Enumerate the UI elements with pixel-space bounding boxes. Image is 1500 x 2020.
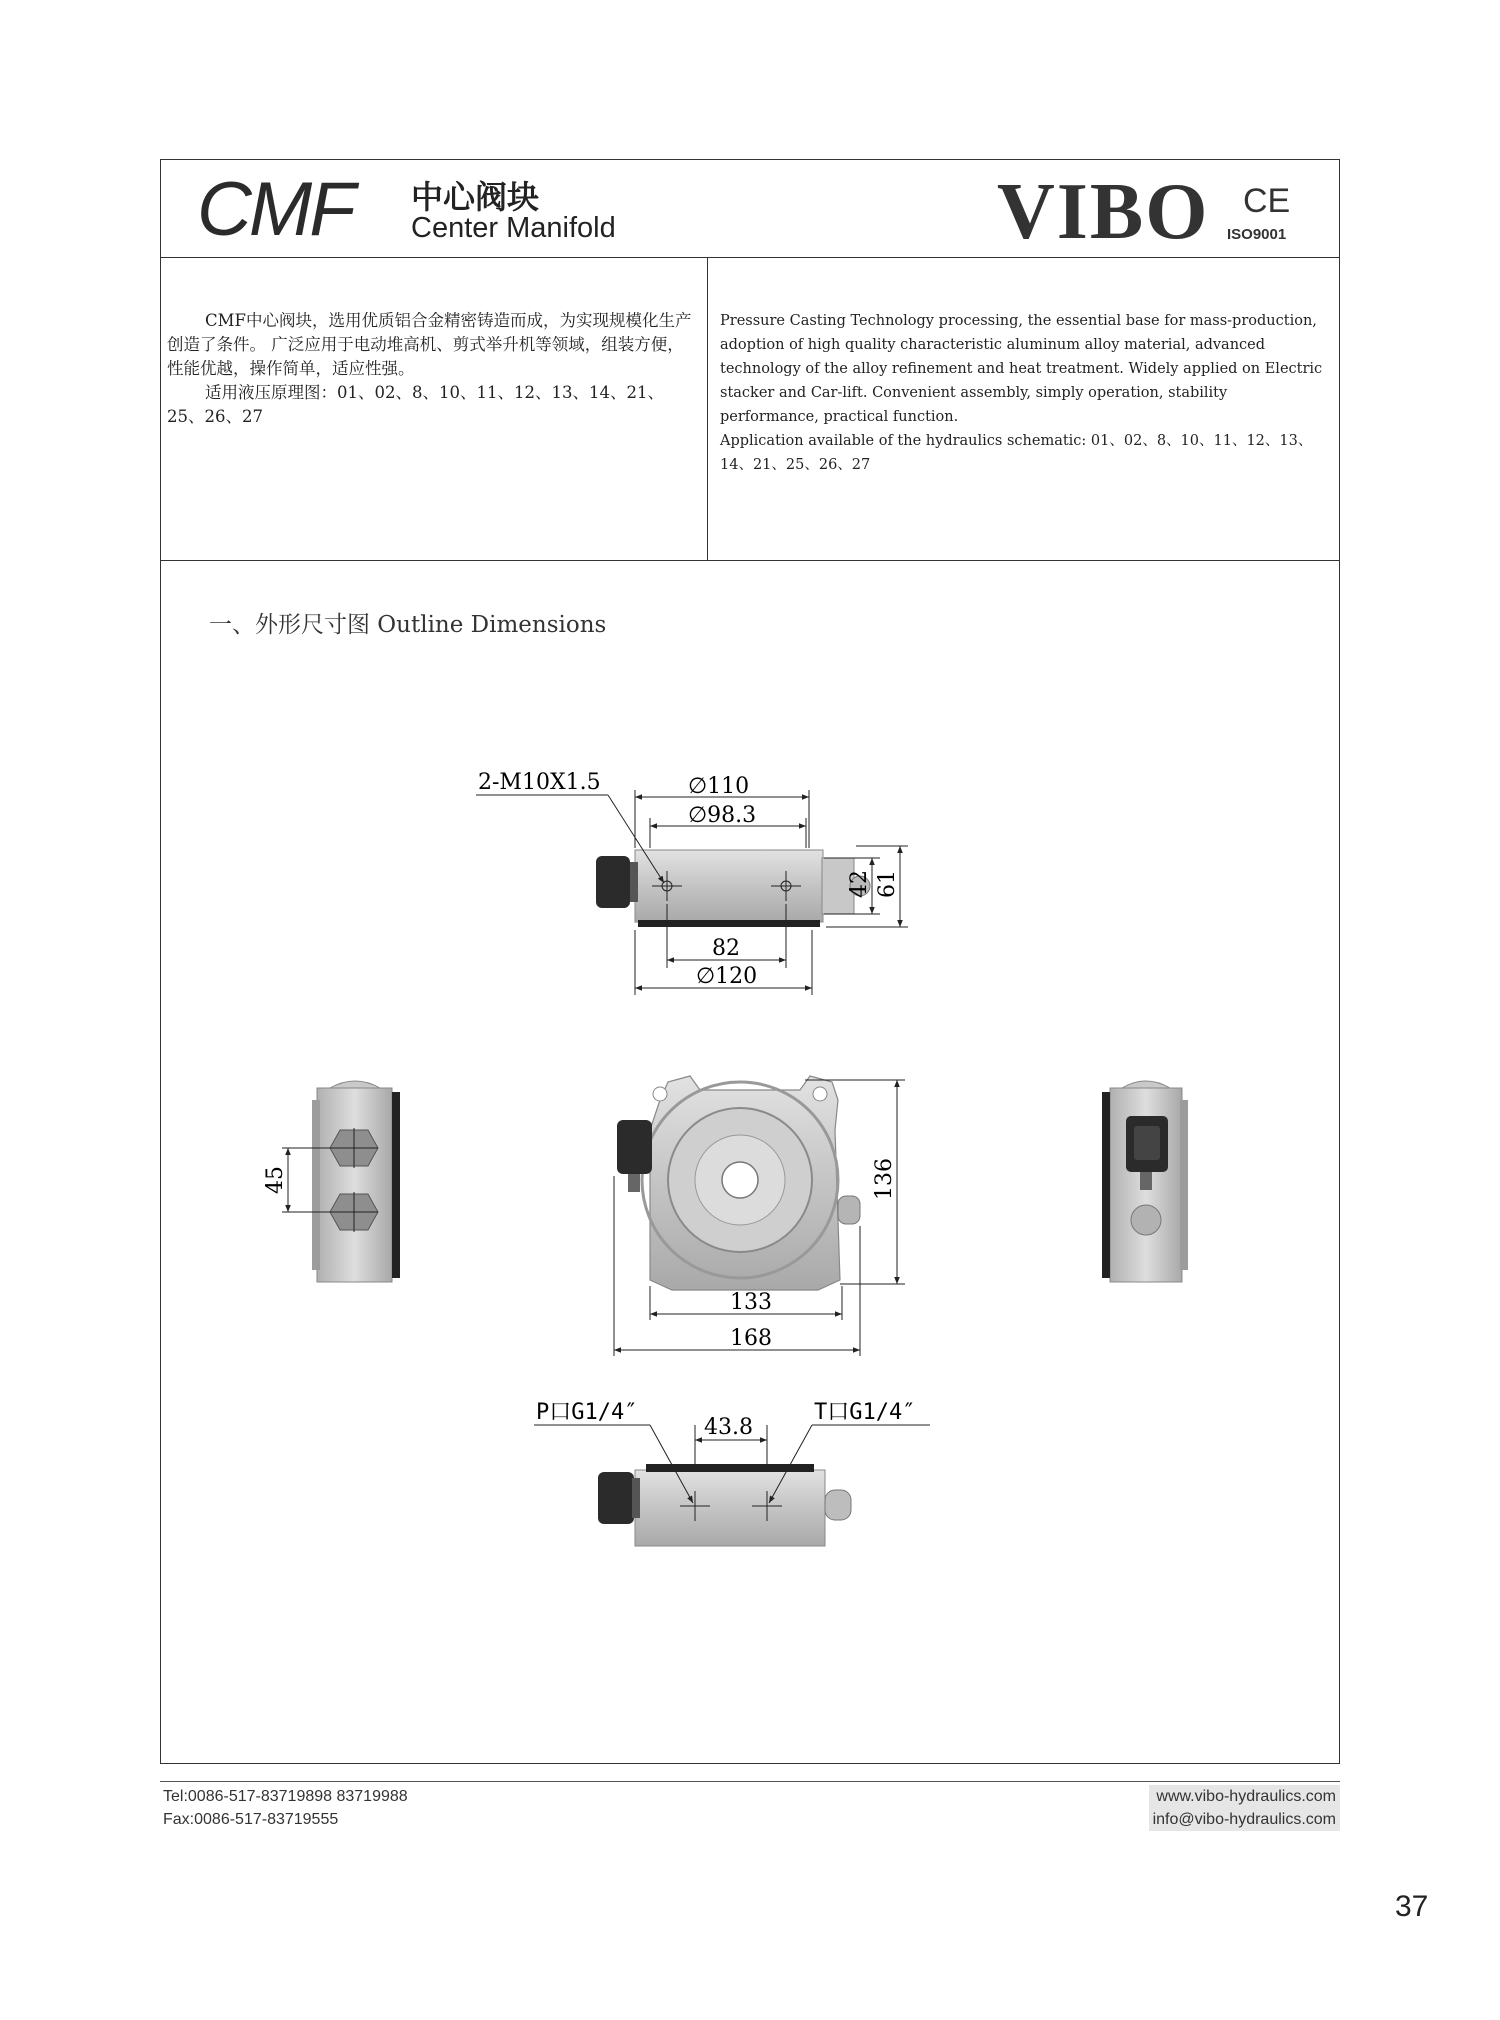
right-view-seal [1102,1092,1110,1278]
contact-phone-block [163,1785,408,1831]
top-view-solenoid-coil [596,856,630,908]
description-en-schematic: Application available of the hydraulics schematic: 01、02、8、10、11、12、13、14、21、25、26、27 [720,433,1313,473]
dim-133-label: 133 [730,1290,772,1315]
dim-42-label: 42 [847,870,872,898]
front-view-center-hole [722,1162,758,1198]
dim-45-label: 45 [263,1166,288,1194]
dim-120-label: ∅120 [696,964,758,989]
product-title-cn: 中心阀块 [411,178,540,216]
top-view-seal-strip [638,920,820,927]
left-view [263,1081,400,1282]
description-en-paragraph: Pressure Casting Technology processing, the essential base for mass-production, adoption of high quality characteristic aluminum alloy material, advanced technology of the alloy refinement and heat treatment. Widely applied on Electric stacker and Car-lift. Convenient assembly, simply operation, stability performance, practical function. [720,313,1323,425]
dim-98-label: ∅98.3 [688,803,757,828]
bottom-view-solenoid [598,1472,634,1524]
right-view-solenoid-stem [1140,1172,1152,1190]
bottom-view-rear-port [825,1490,851,1520]
port-p-label: P口G1/4″ [536,1400,638,1425]
front-view-solenoid-stem [628,1174,640,1192]
dim-43-label: 43.8 [704,1415,753,1440]
contact-website[interactable]: www.vibo-hydraulics.com [1149,1785,1340,1808]
right-view [1102,1081,1188,1282]
right-view-port [1131,1205,1161,1235]
right-view-top-boss [1122,1081,1170,1088]
ce-mark: CE [1243,182,1291,220]
description-cn-paragraph: CMF中心阀块，选用优质铝合金精密铸造而成，为实现规模化生产创造了条件。 广泛应用于电动堆高机、剪式举升机等领域，组装方便，性能优越，操作简单，适应性强。 [167,311,692,378]
front-view-side-port [838,1196,860,1224]
right-view-solenoid-face [1134,1126,1160,1160]
bottom-view [534,1400,930,1546]
footer-rule [160,1781,1340,1782]
dim-168-label: 168 [730,1326,772,1351]
dim-136-label: 136 [872,1158,897,1200]
product-code: CMF [197,167,353,252]
page-number: 37 [1395,1890,1429,1923]
bottom-view-body [635,1470,825,1546]
brand-logo: VIBO [997,168,1210,256]
iso-certification: ISO9001 [1227,226,1287,243]
dim-82-label: 82 [712,936,740,961]
top-view-solenoid-cap [630,862,638,902]
right-view-strip [1180,1100,1188,1270]
left-view-body [317,1088,392,1282]
contact-email[interactable]: info@vibo-hydraulics.com [1149,1808,1340,1831]
front-view-lug-left [653,1087,667,1101]
contact-web-block [1149,1785,1340,1831]
left-view-strip [312,1100,320,1270]
section-title: 一、外形尺寸图 Outline Dimensions [209,612,607,638]
description-cn-schematic: 适用液压原理图：01、02、8、10、11、12、13、14、21、25、26、27 [167,383,664,426]
contact-fax: Fax:0086-517-83719555 [163,1811,339,1828]
top-view [476,770,908,995]
dim-61-label: 61 [875,870,900,898]
contact-tel: Tel:0086-517-83719898 83719988 [163,1788,408,1805]
front-view [614,1076,905,1356]
dim-110-label: ∅110 [688,774,750,799]
thread-label: 2-M10X1.5 [478,770,601,795]
left-view-top-boss [330,1081,380,1088]
front-view-solenoid-coil [617,1120,652,1174]
product-title-en: Center Manifold [411,212,616,244]
bottom-view-solenoid-cap [632,1478,640,1518]
left-view-seal [392,1092,400,1278]
port-t-label: T口G1/4″ [814,1400,916,1425]
front-view-lug-right [813,1087,827,1101]
